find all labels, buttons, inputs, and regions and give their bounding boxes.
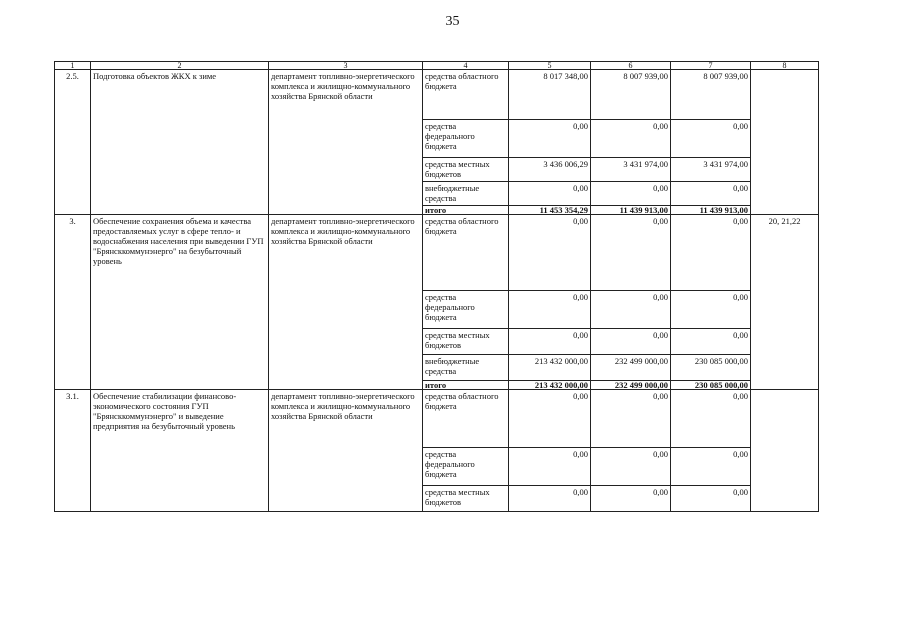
item-number: 3. — [55, 215, 91, 390]
funding-source: средства федерального бюджета — [423, 448, 509, 486]
amount-col6: 0,00 — [591, 120, 671, 158]
funding-source: итого — [423, 206, 509, 215]
amount-col7: 0,00 — [671, 329, 751, 355]
amount-col6: 0,00 — [591, 448, 671, 486]
amount-col7: 0,00 — [671, 486, 751, 512]
amount-col6: 8 007 939,00 — [591, 70, 671, 120]
amount-col6: 0,00 — [591, 486, 671, 512]
amount-col5: 11 453 354,29 — [509, 206, 591, 215]
amount-col5: 0,00 — [509, 486, 591, 512]
item-executor: департамент топливно-энергетического комплекса и жилищно-коммунального хозяйства Брянской области — [269, 215, 423, 390]
funding-source: средства местных бюджетов — [423, 158, 509, 182]
funding-source: средства областного бюджета — [423, 70, 509, 120]
item-reference — [751, 70, 819, 215]
item-number: 3.1. — [55, 390, 91, 512]
funding-source: внебюджетные средства — [423, 355, 509, 381]
column-header: 7 — [671, 62, 751, 70]
amount-col7: 11 439 913,00 — [671, 206, 751, 215]
amount-col6: 0,00 — [591, 182, 671, 206]
item-name: Подготовка объектов ЖКХ к зиме — [91, 70, 269, 215]
column-header: 3 — [269, 62, 423, 70]
table-row — [55, 70, 819, 120]
amount-col7: 8 007 939,00 — [671, 70, 751, 120]
amount-col5: 0,00 — [509, 182, 591, 206]
table-row — [55, 390, 819, 448]
amount-col6: 0,00 — [591, 215, 671, 291]
page-number: 35 — [445, 14, 460, 29]
amount-col6: 232 499 000,00 — [591, 355, 671, 381]
amount-col5: 0,00 — [509, 390, 591, 448]
column-header: 8 — [751, 62, 819, 70]
amount-col7: 230 085 000,00 — [671, 381, 751, 390]
amount-col5: 0,00 — [509, 291, 591, 329]
funding-source: средства областного бюджета — [423, 390, 509, 448]
amount-col6: 0,00 — [591, 291, 671, 329]
funding-source: средства местных бюджетов — [423, 329, 509, 355]
item-executor: департамент топливно-энергетического комплекса и жилищно-коммунального хозяйства Брянской области — [269, 70, 423, 215]
column-header: 6 — [591, 62, 671, 70]
column-header: 2 — [91, 62, 269, 70]
amount-col6: 232 499 000,00 — [591, 381, 671, 390]
item-name: Обеспечение стабилизации финансово-экономического состояния ГУП "Брянсккоммунэнерго" и выведение предприятия на безубыточный уровень — [91, 390, 269, 512]
funding-source: итого — [423, 381, 509, 390]
amount-col5: 8 017 348,00 — [509, 70, 591, 120]
item-name: Обеспечение сохранения объема и качества предоставляемых услуг в сфере тепло- и водоснабжения населения при выведении ГУП "Брянсккоммунэнерго" на безубыточный уровень — [91, 215, 269, 390]
amount-col5: 213 432 000,00 — [509, 355, 591, 381]
item-reference: 20, 21,22 — [751, 215, 819, 390]
amount-col6: 0,00 — [591, 390, 671, 448]
amount-col6: 3 431 974,00 — [591, 158, 671, 182]
funding-source: средства областного бюджета — [423, 215, 509, 291]
amount-col5: 3 436 006,29 — [509, 158, 591, 182]
amount-col5: 0,00 — [509, 448, 591, 486]
funding-source: средства федерального бюджета — [423, 120, 509, 158]
amount-col7: 0,00 — [671, 182, 751, 206]
amount-col7: 0,00 — [671, 390, 751, 448]
amount-col7: 0,00 — [671, 215, 751, 291]
item-reference — [751, 390, 819, 512]
amount-col7: 0,00 — [671, 291, 751, 329]
column-header: 1 — [55, 62, 91, 70]
amount-col6: 11 439 913,00 — [591, 206, 671, 215]
amount-col7: 0,00 — [671, 448, 751, 486]
funding-source: средства местных бюджетов — [423, 486, 509, 512]
item-executor: департамент топливно-энергетического комплекса и жилищно-коммунального хозяйства Брянской области — [269, 390, 423, 512]
column-number-row — [55, 62, 819, 70]
amount-col5: 0,00 — [509, 215, 591, 291]
amount-col7: 3 431 974,00 — [671, 158, 751, 182]
budget-table — [54, 61, 819, 512]
amount-col7: 230 085 000,00 — [671, 355, 751, 381]
amount-col7: 0,00 — [671, 120, 751, 158]
funding-source: средства федерального бюджета — [423, 291, 509, 329]
table-row — [55, 215, 819, 291]
amount-col5: 0,00 — [509, 120, 591, 158]
amount-col5: 213 432 000,00 — [509, 381, 591, 390]
amount-col5: 0,00 — [509, 329, 591, 355]
column-header: 5 — [509, 62, 591, 70]
funding-source: внебюджетные средства — [423, 182, 509, 206]
amount-col6: 0,00 — [591, 329, 671, 355]
column-header: 4 — [423, 62, 509, 70]
item-number: 2.5. — [55, 70, 91, 215]
